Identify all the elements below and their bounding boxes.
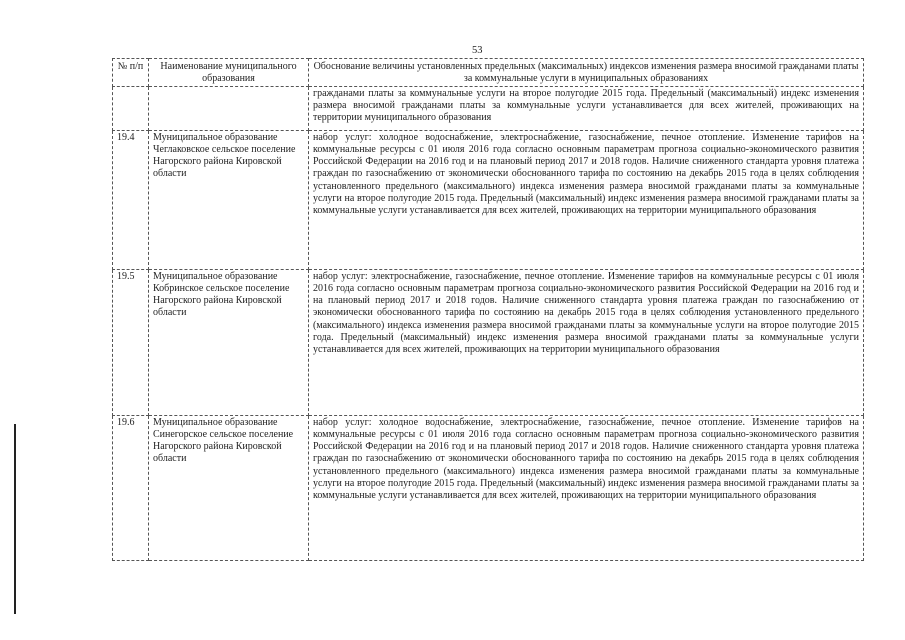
- row-num: 19.4: [113, 130, 149, 269]
- tariff-index-table: [112, 58, 864, 561]
- row-justification: набор услуг: холодное водоснабжение, электроснабжение, газоснабжение, печное отопление. Изменение тарифов на коммунальные ресурсы с 01 июля 2016 года согласно основным параметрам прогноза социально-экономического развития Российской Федерации на 2016 год и на плановый период 2017 и 2018 годов. Наличие сниженного стандарта уровня платежа граждан по газоснабжению от экономически обоснованного тарифа по состоянию на декабрь 2015 года в целях соблюдения установленного предельного (максимального) индекса изменения размера вносимой гражданами платы за коммунальные услуги на второе полугодие 2015 года. Предельный (максимальный) индекс изменения размера вносимой гражданами платы за коммунальные услуги устанавливается для всех жителей, проживающих на территории муниципального образования: [309, 130, 864, 269]
- header-name: Наименование муниципального образования: [149, 59, 309, 87]
- row-municipality: Муниципальное образование Чеглаковское сельское поселение Нагорского района Кировской области: [149, 130, 309, 269]
- row-num: 19.5: [113, 269, 149, 415]
- margin-scan-bar: [14, 424, 16, 614]
- row-municipality: Муниципальное образование Синегорское сельское поселение Нагорского района Кировской области: [149, 415, 309, 560]
- row-municipality: [149, 86, 309, 130]
- table-row: [113, 130, 864, 269]
- row-justification: набор услуг: холодное водоснабжение, электроснабжение, газоснабжение, печное отопление. Изменение тарифов на коммунальные ресурсы с 01 июля 2016 года согласно основным параметрам прогноза социально-экономического развития Российской Федерации на 2016 год и на плановый период 2017 и 2018 годов. Наличие сниженного стандарта уровня платежа граждан по газоснабжению от экономически обоснованного тарифа по состоянию на декабрь 2015 года в целях соблюдения установленного предельного (максимального) индекса изменения размера вносимой гражданами платы за коммунальные услуги на второе полугодие 2015 года. Предельный (максимальный) индекс изменения размера вносимой гражданами платы за коммунальные услуги устанавливается для всех жителей, проживающих на территории муниципального образования: [309, 415, 864, 560]
- page-number: 53: [472, 45, 483, 56]
- table-header-row: [113, 59, 864, 87]
- row-justification: набор услуг: электроснабжение, газоснабжение, печное отопление. Изменение тарифов на коммунальные ресурсы с 01 июля 2016 года согласно основным параметрам прогноза социально-экономического развития Российской Федерации на 2016 год и на плановый период 2017 и 2018 годов. Наличие сниженного стандарта уровня платежа граждан по газоснабжению от экономически обоснованного тарифа по состоянию на декабрь 2015 года в целях соблюдения установленного предельного (максимального) индекса изменения размера вносимой гражданами платы за коммунальные услуги на второе полугодие 2015 года. Предельный (максимальный) индекс изменения размера вносимой гражданами платы за коммунальные услуги устанавливается для всех жителей, проживающих на территории муниципального образования: [309, 269, 864, 415]
- row-justification: гражданами платы за коммунальные услуги на второе полугодие 2015 года. Предельный (максимальный) индекс изменения размера вносимой гражданами платы за коммунальные услуги устанавливается для всех жителей, проживающих на территории муниципального образования: [309, 86, 864, 130]
- header-justification: Обоснование величины установленных предельных (максимальных) индексов изменения размера вносимой гражданами платы за коммунальные услуги в муниципальных образованиях: [309, 59, 864, 87]
- row-num: [113, 86, 149, 130]
- row-num: 19.6: [113, 415, 149, 560]
- header-num: № п/п: [113, 59, 149, 87]
- row-municipality: Муниципальное образование Кобринское сельское поселение Нагорского района Кировской области: [149, 269, 309, 415]
- table-row: [113, 269, 864, 415]
- table-row: [113, 415, 864, 560]
- table-row: [113, 86, 864, 130]
